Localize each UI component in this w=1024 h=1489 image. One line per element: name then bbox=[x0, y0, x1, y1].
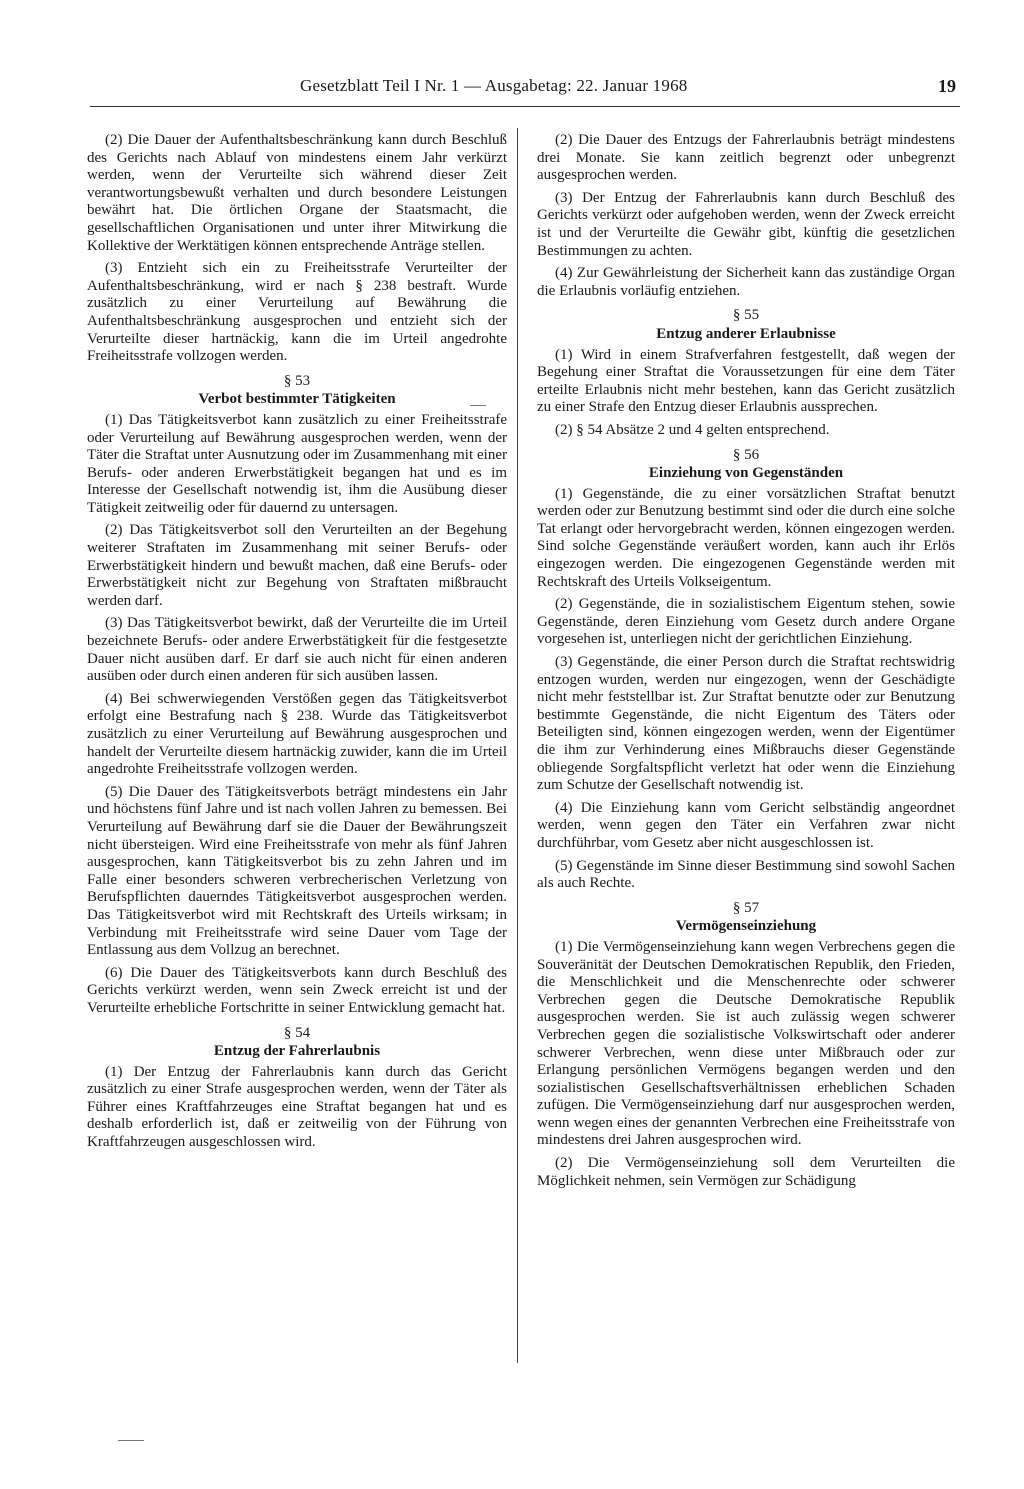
section-number: § 57 bbox=[732, 899, 760, 916]
paragraph: (3) Der Entzug der Fahrerlaubnis kann durch Beschluß des Gerichts verkürzt oder aufgehoben werden, wenn der Zweck erreicht ist und der Verurteilte die Gewähr gibt, künftig die gesetzlichen Bestimmungen zu achten. bbox=[537, 189, 955, 259]
paragraph: (2) Gegenstände, die in sozialistischem Eigentum stehen, sowie Gegenstände, deren Einziehung vom Gesetz durch andere Organe vorgesehen ist, unterliegen nicht der gerichtlichen Einziehung. bbox=[537, 596, 955, 648]
page-header bbox=[90, 76, 960, 107]
paragraph: (1) Der Entzug der Fahrerlaubnis kann durch das Gericht zusätzlich zu einer Strafe ausgesprochen werden, wenn der Täter als Führer eines Kraftfahrzeuges eine Straftat begangen hat und es deshalb erforderlich ist, daß er zeitweilig von der Führung von Kraftfahrzeugen ausgeschlossen wird. bbox=[87, 1063, 507, 1151]
paragraph: (5) Die Dauer des Tätigkeitsverbots beträgt mindestens ein Jahr und höchstens fünf Jahre und ist nach vollen Jahren zu bemessen. Bei Verurteilung auf Bewährung darf sie die Dauer der Bewährungszeit nicht übersteigen. Wird eine Freiheitsstrafe von mehr als fünf Jahren ausgesprochen, kann Tätigkeitsverbot bis zu zehn Jahren und im Falle einer besonders schweren verbrecherischen Verletzung von Berufspflichten dauerndes Tätigkeitsverbot ausgesprochen werden. Das Tätigkeitsverbot wird mit Rechtskraft des Urteils wirksam; in Verbindung mit Freiheitsstrafe wird seine Dauer vom Tage der Entlassung aus dem Vollzug an berechnet. bbox=[87, 783, 507, 959]
column-divider bbox=[517, 128, 518, 1363]
paragraph: (5) Gegenstände im Sinne dieser Bestimmung sind sowohl Sachen als auch Rechte. bbox=[537, 857, 955, 892]
paragraph: (4) Die Einziehung kann vom Gericht selbständig angeordnet werden, wenn gegen den Täter ein Verfahren zwar nicht durchführbar, vom Gesetz aber nicht ausgeschlossen ist. bbox=[537, 799, 955, 851]
page-number: 19 bbox=[938, 76, 956, 96]
section-title: Verbot bestimmter Tätigkeiten bbox=[198, 391, 396, 408]
section-title: Entzug anderer Erlaubnisse bbox=[656, 325, 836, 342]
scan-mark bbox=[470, 405, 486, 406]
header-title: Gesetzblatt Teil I Nr. 1 — Ausgabetag: 22. Januar 1968 bbox=[300, 76, 688, 95]
section-number: § 56 bbox=[732, 446, 760, 463]
section-title: Vermögenseinziehung bbox=[675, 918, 817, 935]
paragraph: (4) Bei schwerwiegenden Verstößen gegen das Tätigkeitsverbot erfolgt eine Bestrafung nach § 238. Wurde das Tätigkeitsverbot zusätzlich zu einer Verurteilung auf Bewährung ausgesprochen und handelt der Verurteilte diesem hartnäckig zuwider, kann die im Urteil angedrohte Freiheitsstrafe vollzogen werden. bbox=[87, 690, 507, 778]
section-title: Entzug der Fahrerlaubnis bbox=[213, 1043, 381, 1060]
paragraph: (6) Die Dauer des Tätigkeitsverbots kann durch Beschluß des Gerichts verkürzt werden, wenn sein Zweck erreicht ist und der Verurteilte erhebliche Fortschritte in seiner Entwicklung gemacht hat. bbox=[87, 964, 507, 1016]
section-title: Einziehung von Gegenständen bbox=[648, 465, 844, 482]
paragraph: (1) Die Vermögenseinziehung kann wegen Verbrechens gegen die Souveränität der Deutschen Demokratischen Republik, den Frieden, die Menschlichkeit und die Menschenrechte oder schwerer Verbrechen gegen die Deutsche Demokratische Republik ausgesprochen werden. Sie ist auch zulässig wegen schwerer Verbrechen gegen die sozialistische Volkswirtschaft oder anderer schwerer Verbrechen, wenn diese unter Mißbrauch oder zur Erlangung persönlichen Vermögens begangen werden und den sozialistischen Gesellschaftsverhältnissen erheblichen Schaden zufügen. Die Vermögenseinziehung darf nur ausgesprochen werden, wenn wegen eines der genannten Verbrechen eine Freiheitsstrafe von mindestens drei Jahren ausgesprochen wird. bbox=[537, 938, 955, 1149]
paragraph: (1) Gegenstände, die zu einer vorsätzlichen Straftat benutzt werden oder zur Benutzung bestimmt sind oder die durch eine solche Tat erlangt oder hervorgebracht werden, können eingezogen werden. Sind solche Gegenstände veräußert worden, kann auch ihr Erlös eingezogen werden. Die eingezogenen Gegenstände werden mit Rechtskraft des Urteils Volkseigentum. bbox=[537, 485, 955, 590]
paragraph: (3) Das Tätigkeitsverbot bewirkt, daß der Verurteilte die im Urteil bezeichnete Berufs- oder andere Erwerbstätigkeit für die festgesetzte Dauer nicht ausüben darf. Er darf sie auch nicht für einen anderen ausüben oder durch einen anderen für sich ausüben lassen. bbox=[87, 615, 507, 685]
section-number: § 55 bbox=[732, 307, 760, 324]
paragraph: (2) Die Vermögenseinziehung soll dem Verurteilten die Möglichkeit nehmen, sein Vermögen zur Schädigung bbox=[537, 1155, 955, 1189]
paragraph: (2) § 54 Absätze 2 und 4 gelten entsprechend. bbox=[555, 421, 830, 438]
paragraph: (1) Wird in einem Strafverfahren festgestellt, daß wegen der Begehung einer Straftat die Voraussetzungen für eine dem Täter erteilte Erlaubnis nicht mehr bestehen, kann das Gericht zusätzlich zu einer Strafe den Entzug dieser Erlaubnis aussprechen. bbox=[537, 346, 955, 416]
paragraph: (2) Die Dauer des Entzugs der Fahrerlaubnis beträgt mindestens drei Monate. Sie kann zeitlich begrenzt oder unbegrenzt ausgesprochen werden. bbox=[537, 132, 955, 184]
section-number: § 53 bbox=[283, 372, 311, 389]
paragraph: (2) Die Dauer der Aufenthaltsbeschränkung kann durch Beschluß des Gerichts nach Ablauf von mindestens einem Jahr verkürzt werden, wenn der Verurteilte sich während dieser Zeit verantwortungsbewußt verhalten und durch besondere Leistungen bewährt hat. Die örtlichen Organe der Staatsmacht, die gesellschaftlichen Organisationen und unter ihrer Mitwirkung die Kollektive der Werktätigen können entsprechende Anträge stellen. bbox=[87, 132, 507, 254]
paragraph: (3) Entzieht sich ein zu Freiheitsstrafe Verurteilter der Aufenthaltsbeschränkung, wird er nach § 238 bestraft. Wurde zusätzlich zu einer Verurteilung auf Bewährung die Aufenthaltsbeschränkung ausgesprochen und entzieht sich der Verurteilte dieser hartnäckig, kann die im Urteil angedrohte Freiheitsstrafe vollzogen werden. bbox=[87, 260, 507, 365]
scan-mark bbox=[118, 1440, 144, 1441]
paragraph: (3) Gegenstände, die einer Person durch die Straftat rechtswidrig entzogen wurden, werden nur eingezogen, wenn der Geschädigte nicht mehr feststellbar ist. Zur Straftat benutzte oder zur Benutzung bestimmte Gegenstände, die nicht Eigentum des Täters oder Beteiligten sind, können eingezogen werden, wenn der Eigentümer die ihm zur Verhinderung eines Mißbrauchs dieser Gegenstände obliegende Sorgfaltspflicht verletzt hat oder wenn die Einziehung zum Schutze der Gesellschaft notwendig ist. bbox=[537, 654, 955, 794]
paragraph: (2) Das Tätigkeitsverbot soll den Verurteilten an der Begehung weiterer Straftaten im Zusammenhang mit seiner Berufs- oder Erwerbstätigkeit hindern und bewußt machen, daß eine Berufs- oder Erwerbstätigkeit nicht zur Begehung von Straftaten mißbraucht werden darf. bbox=[87, 522, 507, 609]
left-column bbox=[87, 132, 507, 1157]
right-column bbox=[537, 132, 955, 1195]
section-number: § 54 bbox=[283, 1024, 311, 1041]
paragraph: (4) Zur Gewährleistung der Sicherheit kann das zuständige Organ die Erlaubnis vorläufig entziehen. bbox=[537, 265, 955, 299]
paragraph: (1) Das Tätigkeitsverbot kann zusätzlich zu einer Freiheitsstrafe oder Verurteilung auf Bewährung ausgesprochen werden, wenn der Täter die Straftat unter Ausnutzung oder im Zusammenhang mit einer Berufs- oder anderen Erwerbstätigkeit begangen hat und es im Interesse der Gesellschaft notwendig ist, ihm die Ausübung dieser Tätigkeit zeitweilig oder für dauernd zu untersagen. bbox=[87, 411, 507, 516]
